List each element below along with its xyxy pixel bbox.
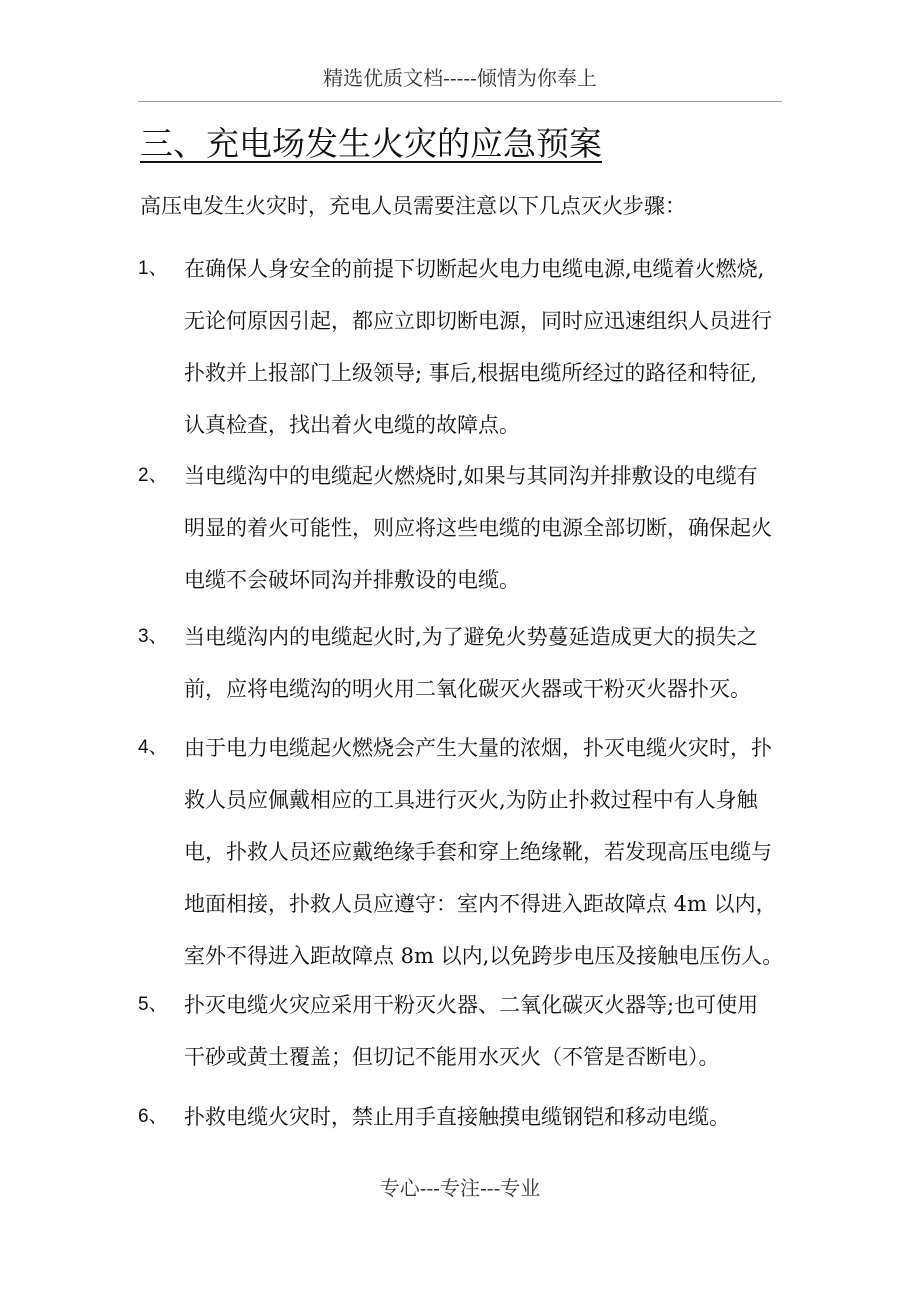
list-item-line: 电缆不会破坏同沟并排敷设的电缆。 <box>184 568 520 592</box>
list-item-line: 认真检查，找出着火电缆的故障点。 <box>184 413 520 437</box>
page-footer: 专心---专注---专业 <box>379 1176 541 1200</box>
list-item-number: 5、 <box>138 994 168 1015</box>
list-item-number: 2、 <box>138 465 168 486</box>
document-title: 三、充电场发生火灾的应急预案 <box>140 124 602 163</box>
list-item-line: 扑救并上报部门上级领导; 事后,根据电缆所经过的路径和特征, <box>184 361 758 385</box>
list-item-line: 当电缆沟中的电缆起火燃烧时,如果与其同沟并排敷设的电缆有 <box>184 464 758 488</box>
list-item-line: 扑灭电缆火灾应采用干粉灭火器、二氧化碳灭火器等;也可使用 <box>184 993 759 1017</box>
list-item-line: 明显的着火可能性，则应将这些电缆的电源全部切断，确保起火 <box>184 516 772 540</box>
list-item-number: 3、 <box>138 626 168 647</box>
list-item-line: 室外不得进入距故障点 8m 以内,以免跨步电压及接触电压伤人。 <box>184 944 784 968</box>
list-item-line: 救人员应佩戴相应的工具进行灭火,为防止扑救过程中有人身触 <box>184 788 758 812</box>
list-item-number: 6、 <box>138 1106 168 1127</box>
list-item-line: 前，应将电缆沟的明火用二氧化碳灭火器或干粉灭火器扑灭。 <box>184 677 751 701</box>
list-item-line: 当电缆沟内的电缆起火时,为了避免火势蔓延造成更大的损失之 <box>184 625 758 649</box>
page-header: 精选优质文档-----倾情为你奉上 <box>323 66 597 90</box>
list-item-number: 1、 <box>138 258 168 279</box>
list-item-number: 4、 <box>138 737 168 758</box>
list-item-line: 在确保人身安全的前提下切断起火电力电缆电源,电缆着火燃烧, <box>184 257 765 281</box>
list-item-line: 干砂或黄土覆盖；但切记不能用水灭火（不管是否断电）。 <box>184 1045 720 1069</box>
list-item-line: 无论何原因引起，都应立即切断电源，同时应迅速组织人员进行 <box>184 309 772 333</box>
list-item-line: 地面相接，扑救人员应遵守：室内不得进入距故障点 4m 以内， <box>184 892 777 916</box>
list-item-line: 扑救电缆火灾时，禁止用手直接触摸电缆钢铠和移动电缆。 <box>184 1105 730 1129</box>
list-item-line: 电，扑救人员还应戴绝缘手套和穿上绝缘靴，若发现高压电缆与 <box>184 840 772 864</box>
list-item-line: 由于电力电缆起火燃烧会产生大量的浓烟，扑灭电缆火灾时，扑 <box>184 736 772 760</box>
header-divider <box>138 101 782 102</box>
intro-paragraph: 高压电发生火灾时，充电人员需要注意以下几点灭火步骤： <box>140 194 686 218</box>
